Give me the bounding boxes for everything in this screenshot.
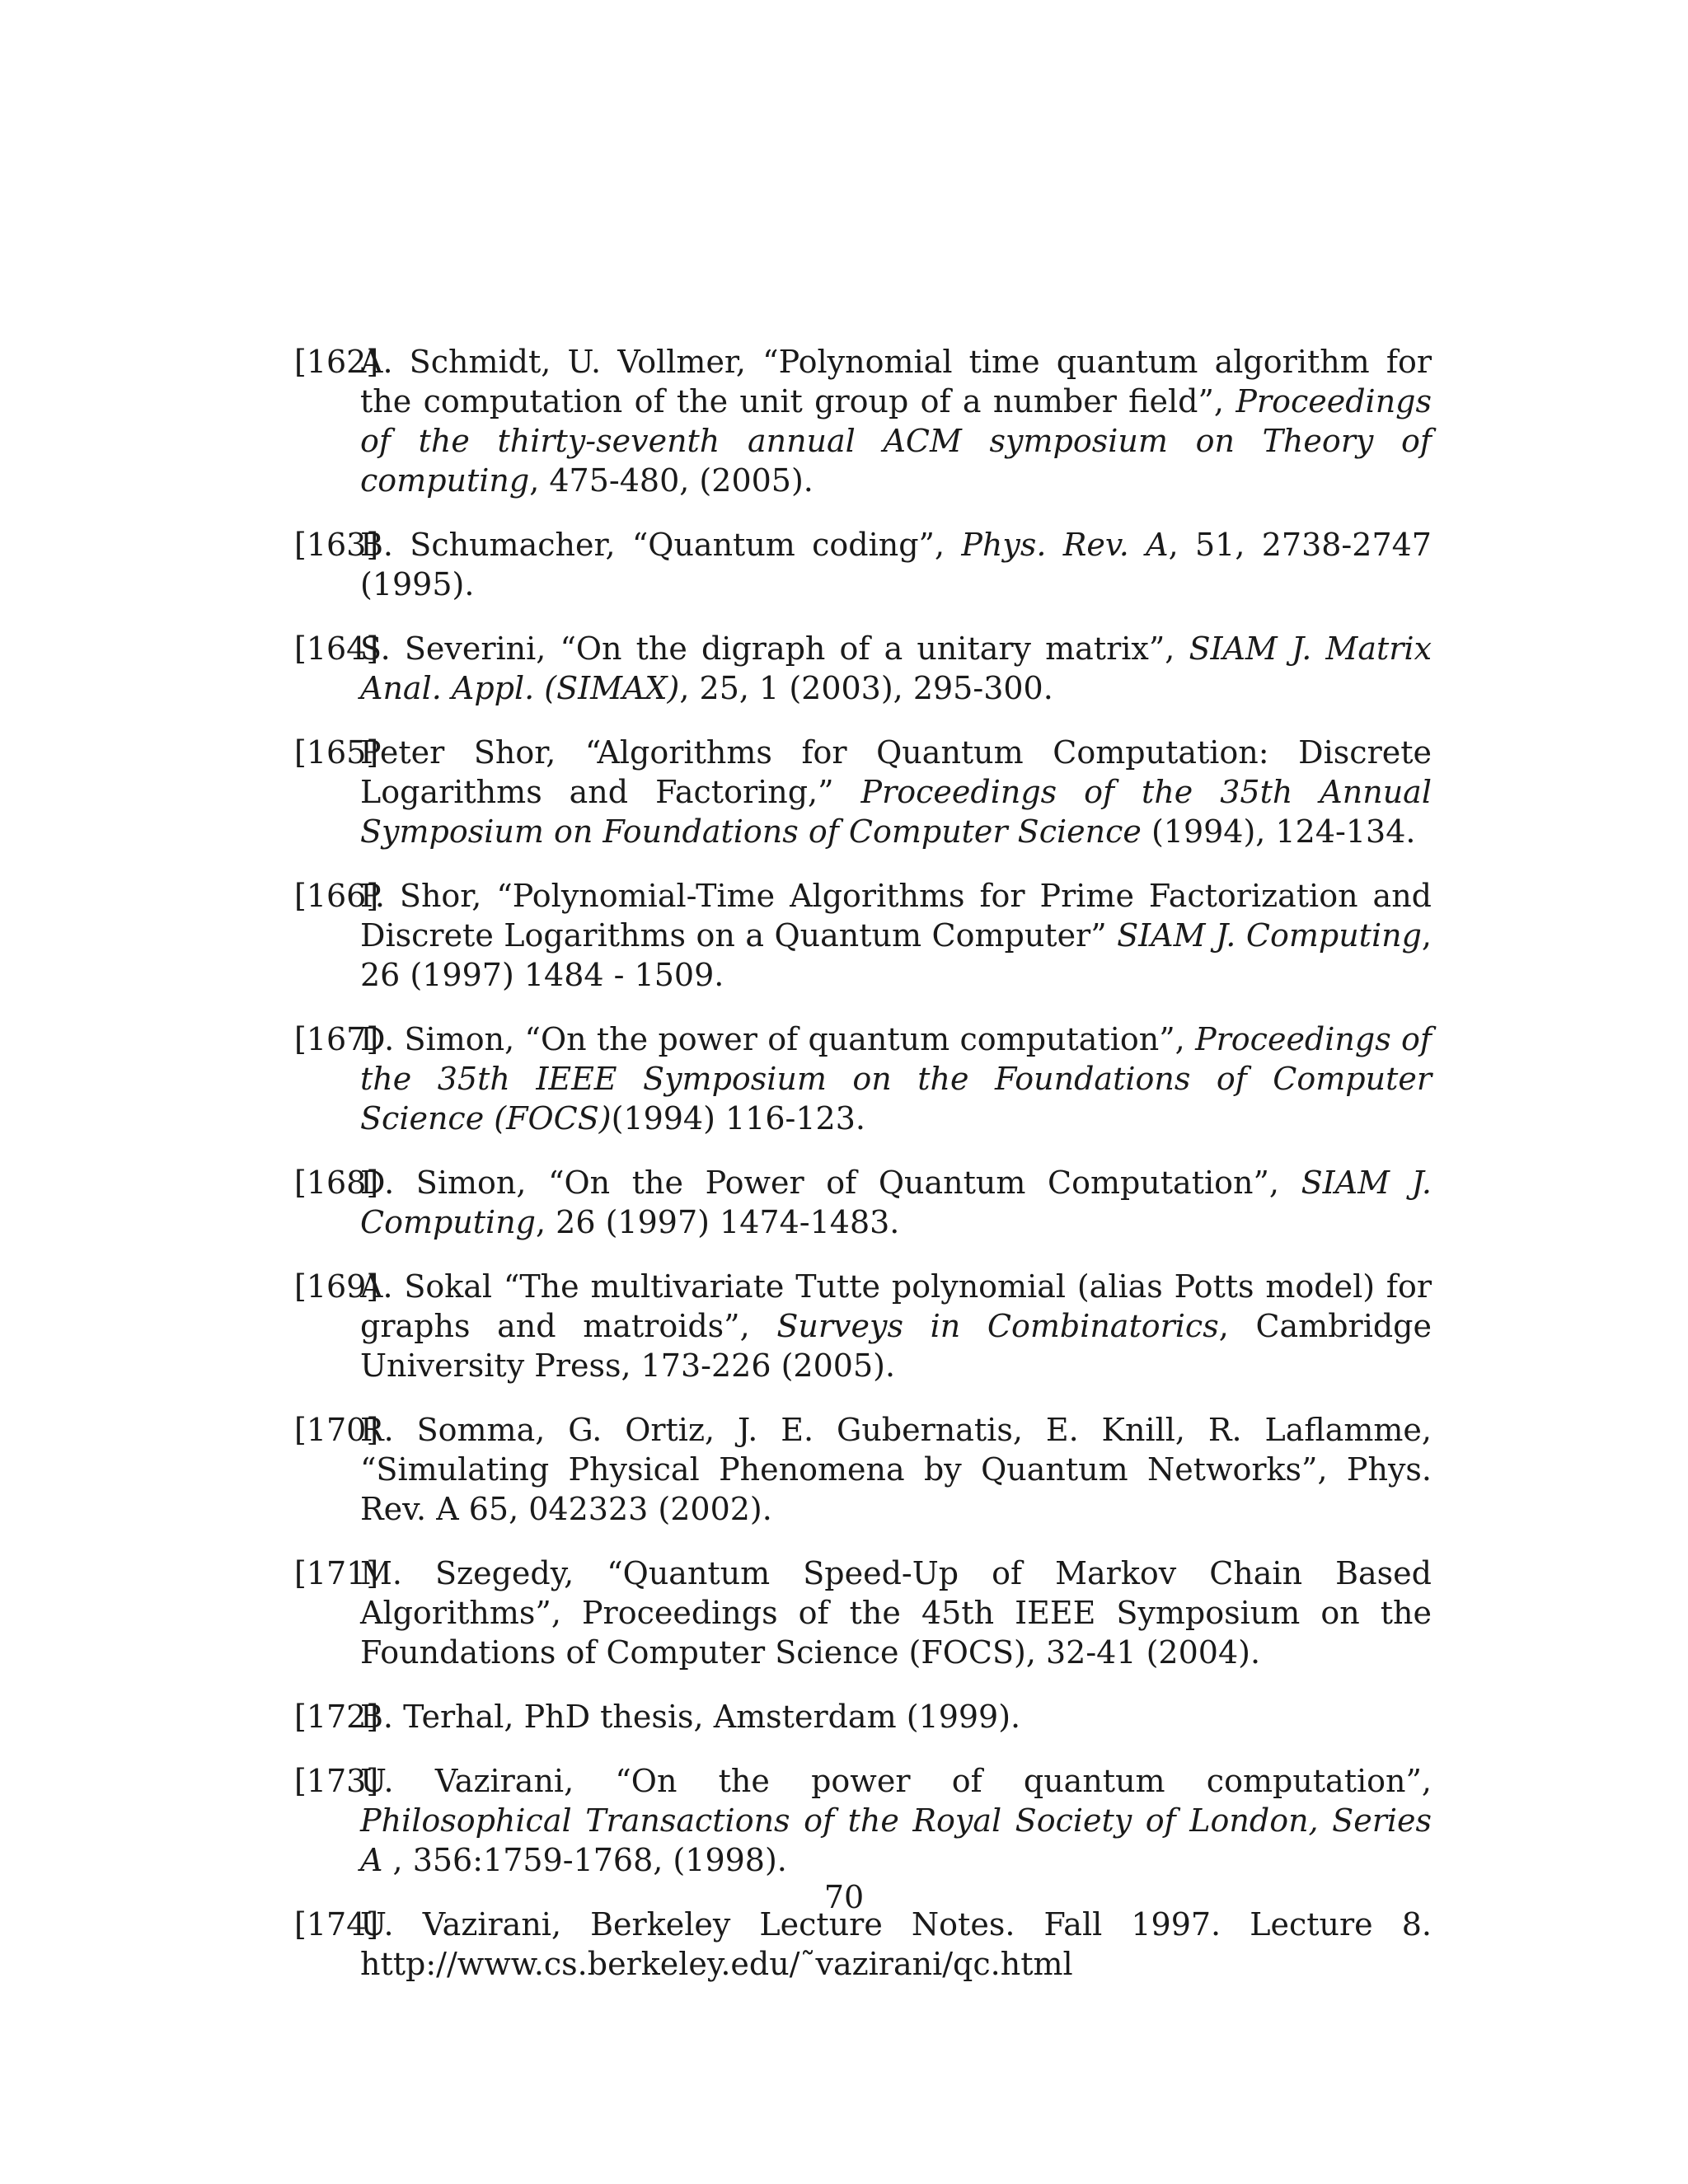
reference-venue: Proceedings of the 35th Annual Symposium on Foundations of Computer Science	[360, 774, 1432, 850]
reference-number: [172]	[294, 1699, 379, 1735]
reference-text: D. Simon, “On the power of quantum computation”,	[360, 1021, 1196, 1057]
reference-entry-170	[294, 1410, 1432, 1529]
reference-venue: Phys. Rev. A	[961, 527, 1169, 563]
reference-text: R. Somma, G. Ortiz, J. E. Gubernatis, E. Knill, R. Laflamme, “Simulating Physical Phenomena by Quantum Networks”, Phys. Rev. A 65, 042323 (2002).	[360, 1412, 1432, 1527]
reference-venue: SIAM J. Computing	[1117, 917, 1422, 954]
reference-details: , 475-480, (2005).	[529, 462, 814, 499]
reference-number: [168]	[294, 1165, 379, 1201]
reference-number: [166]	[294, 878, 379, 914]
reference-number: [163]	[294, 527, 379, 563]
reference-text: B. Terhal, PhD thesis, Amsterdam (1999).	[360, 1699, 1021, 1735]
reference-text: A. Sokal “The multivariate Tutte polynomial (alias Potts model) for graphs and matroids”,	[360, 1268, 1432, 1344]
reference-text: P. Shor, “Polynomial-Time Algorithms for Prime Factorization and Discrete Logarithms on a Quantum Computer”	[360, 878, 1432, 954]
reference-details: , 26 (1997) 1484 - 1509.	[360, 917, 1432, 993]
reference-text: U. Vazirani, “On the power of quantum computation”,	[360, 1763, 1432, 1799]
reference-entry-167	[294, 1019, 1432, 1138]
reference-number: [164]	[294, 630, 379, 667]
reference-entry-172	[294, 1697, 1432, 1736]
reference-number: [174]	[294, 1906, 379, 1943]
reference-venue: Philosophical Transactions of the Royal Society of London, Series A	[360, 1802, 1432, 1878]
reference-details: (1994) 116-123.	[611, 1100, 865, 1137]
reference-url-link[interactable]: http://www.cs.berkeley.edu/˜vazirani/qc.html	[360, 1946, 1073, 1982]
reference-entry-162	[294, 342, 1432, 500]
reference-entry-166	[294, 876, 1432, 995]
reference-entry-173	[294, 1761, 1432, 1880]
page-number: 70	[823, 1879, 865, 1915]
reference-entry-164	[294, 629, 1432, 708]
reference-number: [170]	[294, 1412, 379, 1448]
reference-list	[294, 342, 1432, 2008]
reference-venue: SIAM J. Matrix Anal. Appl. (SIMAX)	[360, 630, 1432, 706]
reference-details: (1994), 124-134.	[1141, 813, 1416, 850]
reference-text: M. Szegedy, “Quantum Speed-Up of Markov Chain Based Algorithms”, Proceedings of the 45th IEEE Symposium on the Foundations of Computer Science (FOCS), 32-41 (2004).	[360, 1555, 1432, 1671]
reference-entry-168	[294, 1163, 1432, 1242]
reference-number: [173]	[294, 1763, 379, 1799]
reference-details: , 26 (1997) 1474-1483.	[536, 1204, 900, 1240]
reference-number: [162]	[294, 344, 379, 380]
reference-number: [165]	[294, 734, 379, 771]
reference-venue: Surveys in Combinatorics	[776, 1308, 1219, 1344]
reference-number: [167]	[294, 1021, 379, 1057]
reference-entry-171	[294, 1554, 1432, 1672]
reference-entry-165	[294, 733, 1432, 851]
reference-venue: Proceedings of the 35th IEEE Symposium on the Foundations of Computer Science (FOCS)	[360, 1021, 1432, 1137]
reference-venue: Proceedings of the thirty-seventh annual ACM symposium on Theory of computing	[360, 383, 1432, 499]
reference-details: , 356:1759-1768, (1998).	[382, 1842, 787, 1878]
reference-venue: SIAM J. Computing	[360, 1165, 1432, 1240]
reference-text: A. Schmidt, U. Vollmer, “Polynomial time quantum algorithm for the computation of the unit group of a number field”,	[360, 344, 1432, 419]
reference-details: , 51, 2738-2747 (1995).	[360, 527, 1432, 602]
reference-text: D. Simon, “On the Power of Quantum Computation”,	[360, 1165, 1301, 1201]
reference-text: U. Vazirani, Berkeley Lecture Notes. Fall 1997. Lecture 8.	[360, 1906, 1432, 1943]
reference-text: B. Schumacher, “Quantum coding”,	[360, 527, 962, 563]
reference-text: Peter Shor, “Algorithms for Quantum Computation: Discrete Logarithms and Factoring,”	[360, 734, 1432, 810]
reference-entry-169	[294, 1267, 1432, 1385]
reference-number: [171]	[294, 1555, 379, 1591]
reference-text: S. Severini, “On the digraph of a unitary matrix”,	[360, 630, 1189, 667]
reference-entry-163	[294, 525, 1432, 604]
reference-details: , 25, 1 (2003), 295-300.	[679, 670, 1053, 706]
reference-details: , Cambridge University Press, 173-226 (2005).	[360, 1308, 1432, 1384]
reference-number: [169]	[294, 1268, 379, 1305]
